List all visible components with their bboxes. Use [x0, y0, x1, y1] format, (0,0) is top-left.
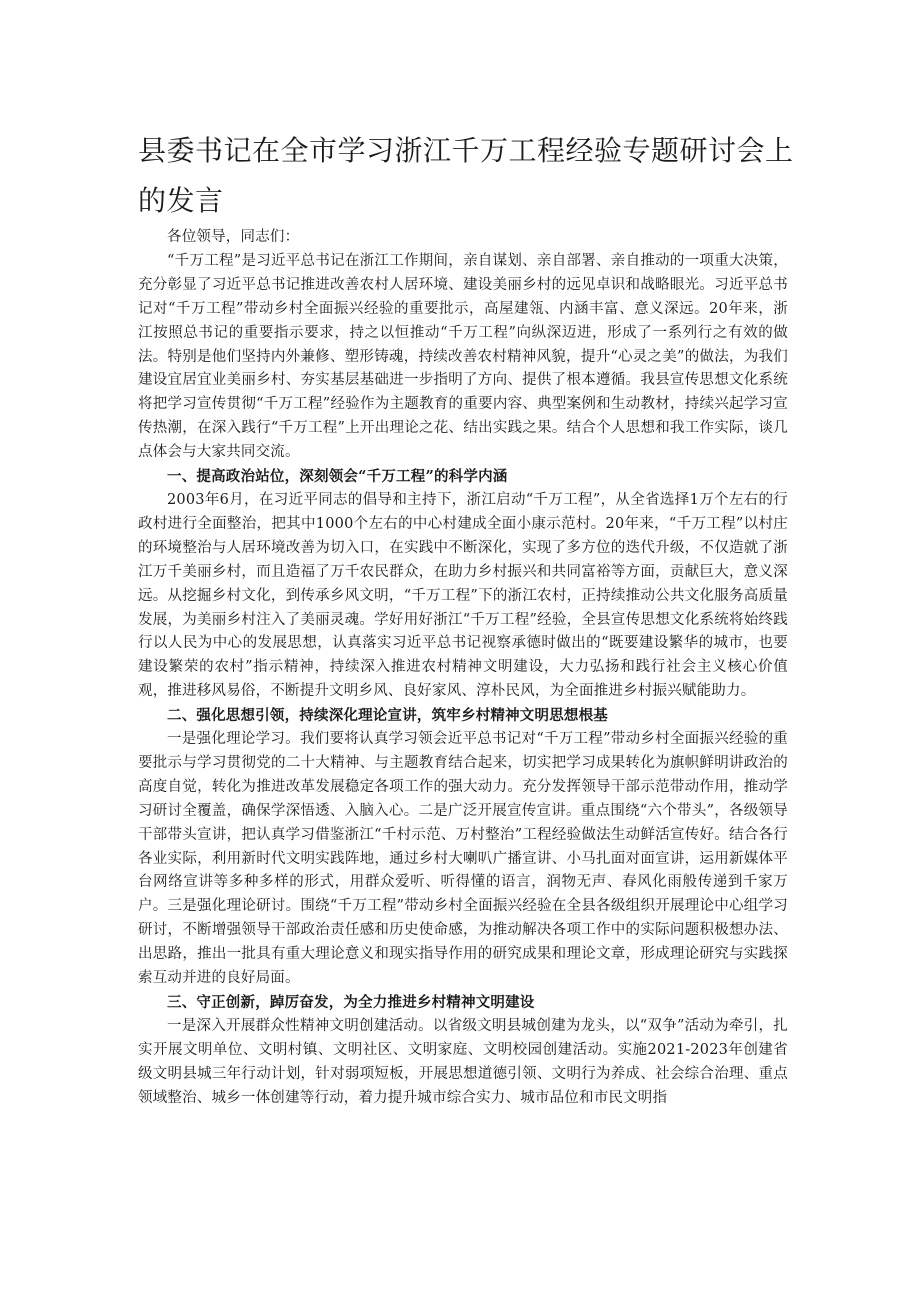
paragraph-section-2: 一是强化理论学习。我们要将认真学习领会近平总书记对“千万工程”带动乡村全面振兴经验的重要批示与学习贯彻党的二十大精神、与主题教育结合起来，切实把学习成果转化为旗帜鲜明讲政治的高度自觉，转化为推进改革发展稳定各项工作的强大动力。充分发挥领导干部示范带动作用，推动学习研讨全覆盖，确保学深悟透、入脑入心。二是广泛开展宣传宣讲。重点围绕“六个带头”，各级领导干部带头宣讲，把认真学习借鉴浙江“千村示范、万村整治”工程经验做法生动鲜活宣传好。结合各行各业实际，利用新时代文明实践阵地，通过乡村大喇叭广播宣讲、小马扎面对面宣讲，运用新媒体平台网络宣讲等多种多样的形式，用群众爱听、听得懂的语言，润物无声、春风化雨般传递到千家万户。三是强化理论研讨。围绕“千万工程”带动乡村全面振兴经验在全县各级组织开展理论中心组学习研讨，不断增强领导干部政治责任感和历史使命感，为推动解决各项工作中的实际问题积极想办法、出思路，推出一批具有重大理论意义和现实指导作用的研究成果和理论文章，形成理论研究与实践探索互动并进的良好局面。: [138, 731, 788, 987]
section-heading-2: 二、强化思想引领，持续深化理论宣讲，筑牢乡村精神文明思想根基: [167, 707, 608, 725]
greeting: 各位领导，同志们：: [167, 229, 300, 245]
paragraph-intro: “千万工程”是习近平总书记在浙江工作期间，亲自谋划、亲自部署、亲自推动的一项重大决策，充分彰显了习近平总书记推进改善农村人居环境、建设美丽乡村的远见卓识和战略眼光。习近平总书记对“千万工程”带动乡村全面振兴经验的重要批示，高屋建瓴、内涵丰富、意义深远。20年来，浙江按照总书记的重要指示要求，持之以恒推动“千万工程”向纵深迈进，形成了一系列行之有效的做法。特别是他们坚持内外兼修、塑形铸魂，持续改善农村精神风貌，提升“心灵之美”的做法，为我们建设宜居宜业美丽乡村、夯实基层基础进一步指明了方向、提供了根本遵循。我县宣传思想文化系统将把学习宣传贯彻“千万工程”经验作为主题教育的重要内容、典型案例和生动教材，持续兴起学习宣传热潮，在深入践行“千万工程”上开出理论之花、结出实践之果。结合个人思想和我工作实际，谈几点体会与大家共同交流。: [138, 252, 788, 461]
paragraph-section-1: 2003年6月，在习近平同志的倡导和主持下，浙江启动“千万工程”，从全省选择1万个左右的行政村进行全面整治，把其中1000个左右的中心村建成全面小康示范村。20年来，“千万工程”以村庄的环境整治与人居环境改善为切入口，在实践中不断深化，实现了多方位的迭代升级，不仅造就了浙江万千美丽乡村，而且造福了万千农民群众，在助力乡村振兴和共同富裕等方面，贡献巨大，意义深远。从挖掘乡村文化，到传承乡风文明，“千万工程”下的浙江农村，正持续推动公共文化服务高质量发展，为美丽乡村注入了美丽灵魂。学好用好浙江“千万工程”经验，全县宣传思想文化系统将始终践行以人民为中心的发展思想，认真落实习近平总书记视察承德时做出的“既要建设繁华的城市，也要建设繁荣的农村”指示精神，持续深入推进农村精神文明建设，大力弘扬和践行社会主义核心价值观，推进移风易俗，不断提升文明乡风、良好家风、淳朴民风，为全面推进乡村振兴赋能助力。: [138, 491, 788, 700]
document-title: 县委书记在全市学习浙江千万工程经验专题研讨会上的发言: [138, 134, 794, 217]
paragraph-section-3: 一是深入开展群众性精神文明创建活动。以省级文明县城创建为龙头，以“双争”活动为牵引，扎实开展文明单位、文明村镇、文明社区、文明家庭、文明校园创建活动。实施2021-2023年创建省级文明县城三年行动计划，针对弱项短板，开展思想道德引领、文明行为养成、社会综合治理、重点领域整治、城乡一体创建等行动，着力提升城市综合实力、城市品位和市民文明指: [138, 1017, 788, 1106]
document-body: [138, 226, 788, 1111]
section-heading-1: 一、提高政治站位，深刻领会“千万工程”的科学内涵: [167, 468, 508, 486]
section-heading-3: 三、守正创新，踔厉奋发，为全力推进乡村精神文明建设: [167, 994, 535, 1011]
